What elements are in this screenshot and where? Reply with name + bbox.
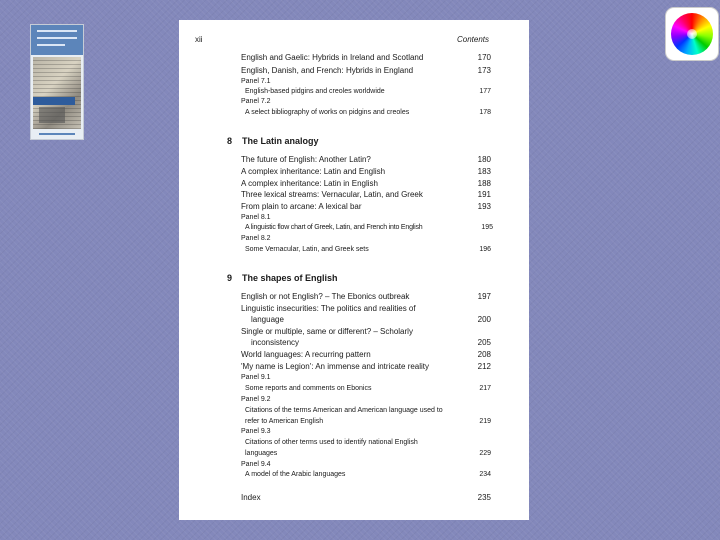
toc-entry: From plain to arcane: A lexical bar 193 [241,202,491,211]
toc-entry: language 200 [251,315,491,324]
contents-page [179,20,529,524]
color-wheel-icon[interactable] [665,7,719,61]
page-tick-mark: · [463,518,465,524]
toc-panel-label: Panel 8.2 [241,235,271,242]
toc-entry: English or not English? – The Ebonics outbreak 197 [241,292,491,301]
running-head: Contents [456,35,489,44]
toc-entry: English, Danish, and French: Hybrids in England 173 [241,66,491,75]
toc-panel-label: Panel 7.1 [241,78,271,85]
toc-entry: refer to American English 219 [245,418,491,425]
toc-entry: Citations of other terms used to identify national English [245,439,418,446]
toc-panel-label: Panel 9.1 [241,374,271,381]
toc-entry: inconsistency 205 [251,338,491,347]
toc-entry: languages 229 [245,450,491,457]
toc-entry: A linguistic flow chart of Greek, Latin, and French into English 195 [245,224,493,231]
toc-entry: The future of English: Another Latin? 180 [241,155,491,164]
toc-entry: A complex inheritance: Latin and English 183 [241,167,491,176]
toc-entry: Some Vernacular, Latin, and Greek sets 196 [245,246,491,253]
chapter-heading: 9 The shapes of English [227,273,338,283]
toc-entry: A complex inheritance: Latin in English 188 [241,179,491,188]
toc-entry: Some reports and comments on Ebonics 217 [245,385,491,392]
page-number: xii [195,35,203,44]
toc-panel-label: Panel 7.2 [241,98,271,105]
toc-entry: English and Gaelic: Hybrids in Ireland and Scotland 170 [241,53,491,62]
toc-entry: Linguistic insecurities: The politics and realities of [241,304,416,313]
toc-panel-label: Panel 9.3 [241,428,271,435]
toc-entry: A select bibliography of works on pidgins and creoles 178 [245,109,491,116]
cover-newspaper-collage [33,57,81,129]
toc-entry: A model of the Arabic languages 234 [245,471,491,478]
toc-entry: Single or multiple, same or different? – Scholarly [241,327,413,336]
toc-panel-label: Panel 9.2 [241,396,271,403]
cover-publisher-mark [39,133,75,135]
toc-entry: Three lexical streams: Vernacular, Latin, and Greek 191 [241,190,491,199]
toc-entry: World languages: A recurring pattern 208 [241,350,491,359]
chapter-heading: 8 The Latin analogy [227,136,319,146]
cover-title-band [31,25,83,55]
toc-entry: Citations of the terms American and American language used to [245,407,443,414]
toc-panel-label: Panel 9.4 [241,461,271,468]
toc-entry-index: Index 235 [241,493,491,502]
toc-entry: 'My name is Legion': An immense and intricate reality 212 [241,362,491,371]
toc-entry: English-based pidgins and creoles worldwide 177 [245,88,491,95]
book-cover-thumbnail [30,24,84,140]
toc-panel-label: Panel 8.1 [241,214,271,221]
